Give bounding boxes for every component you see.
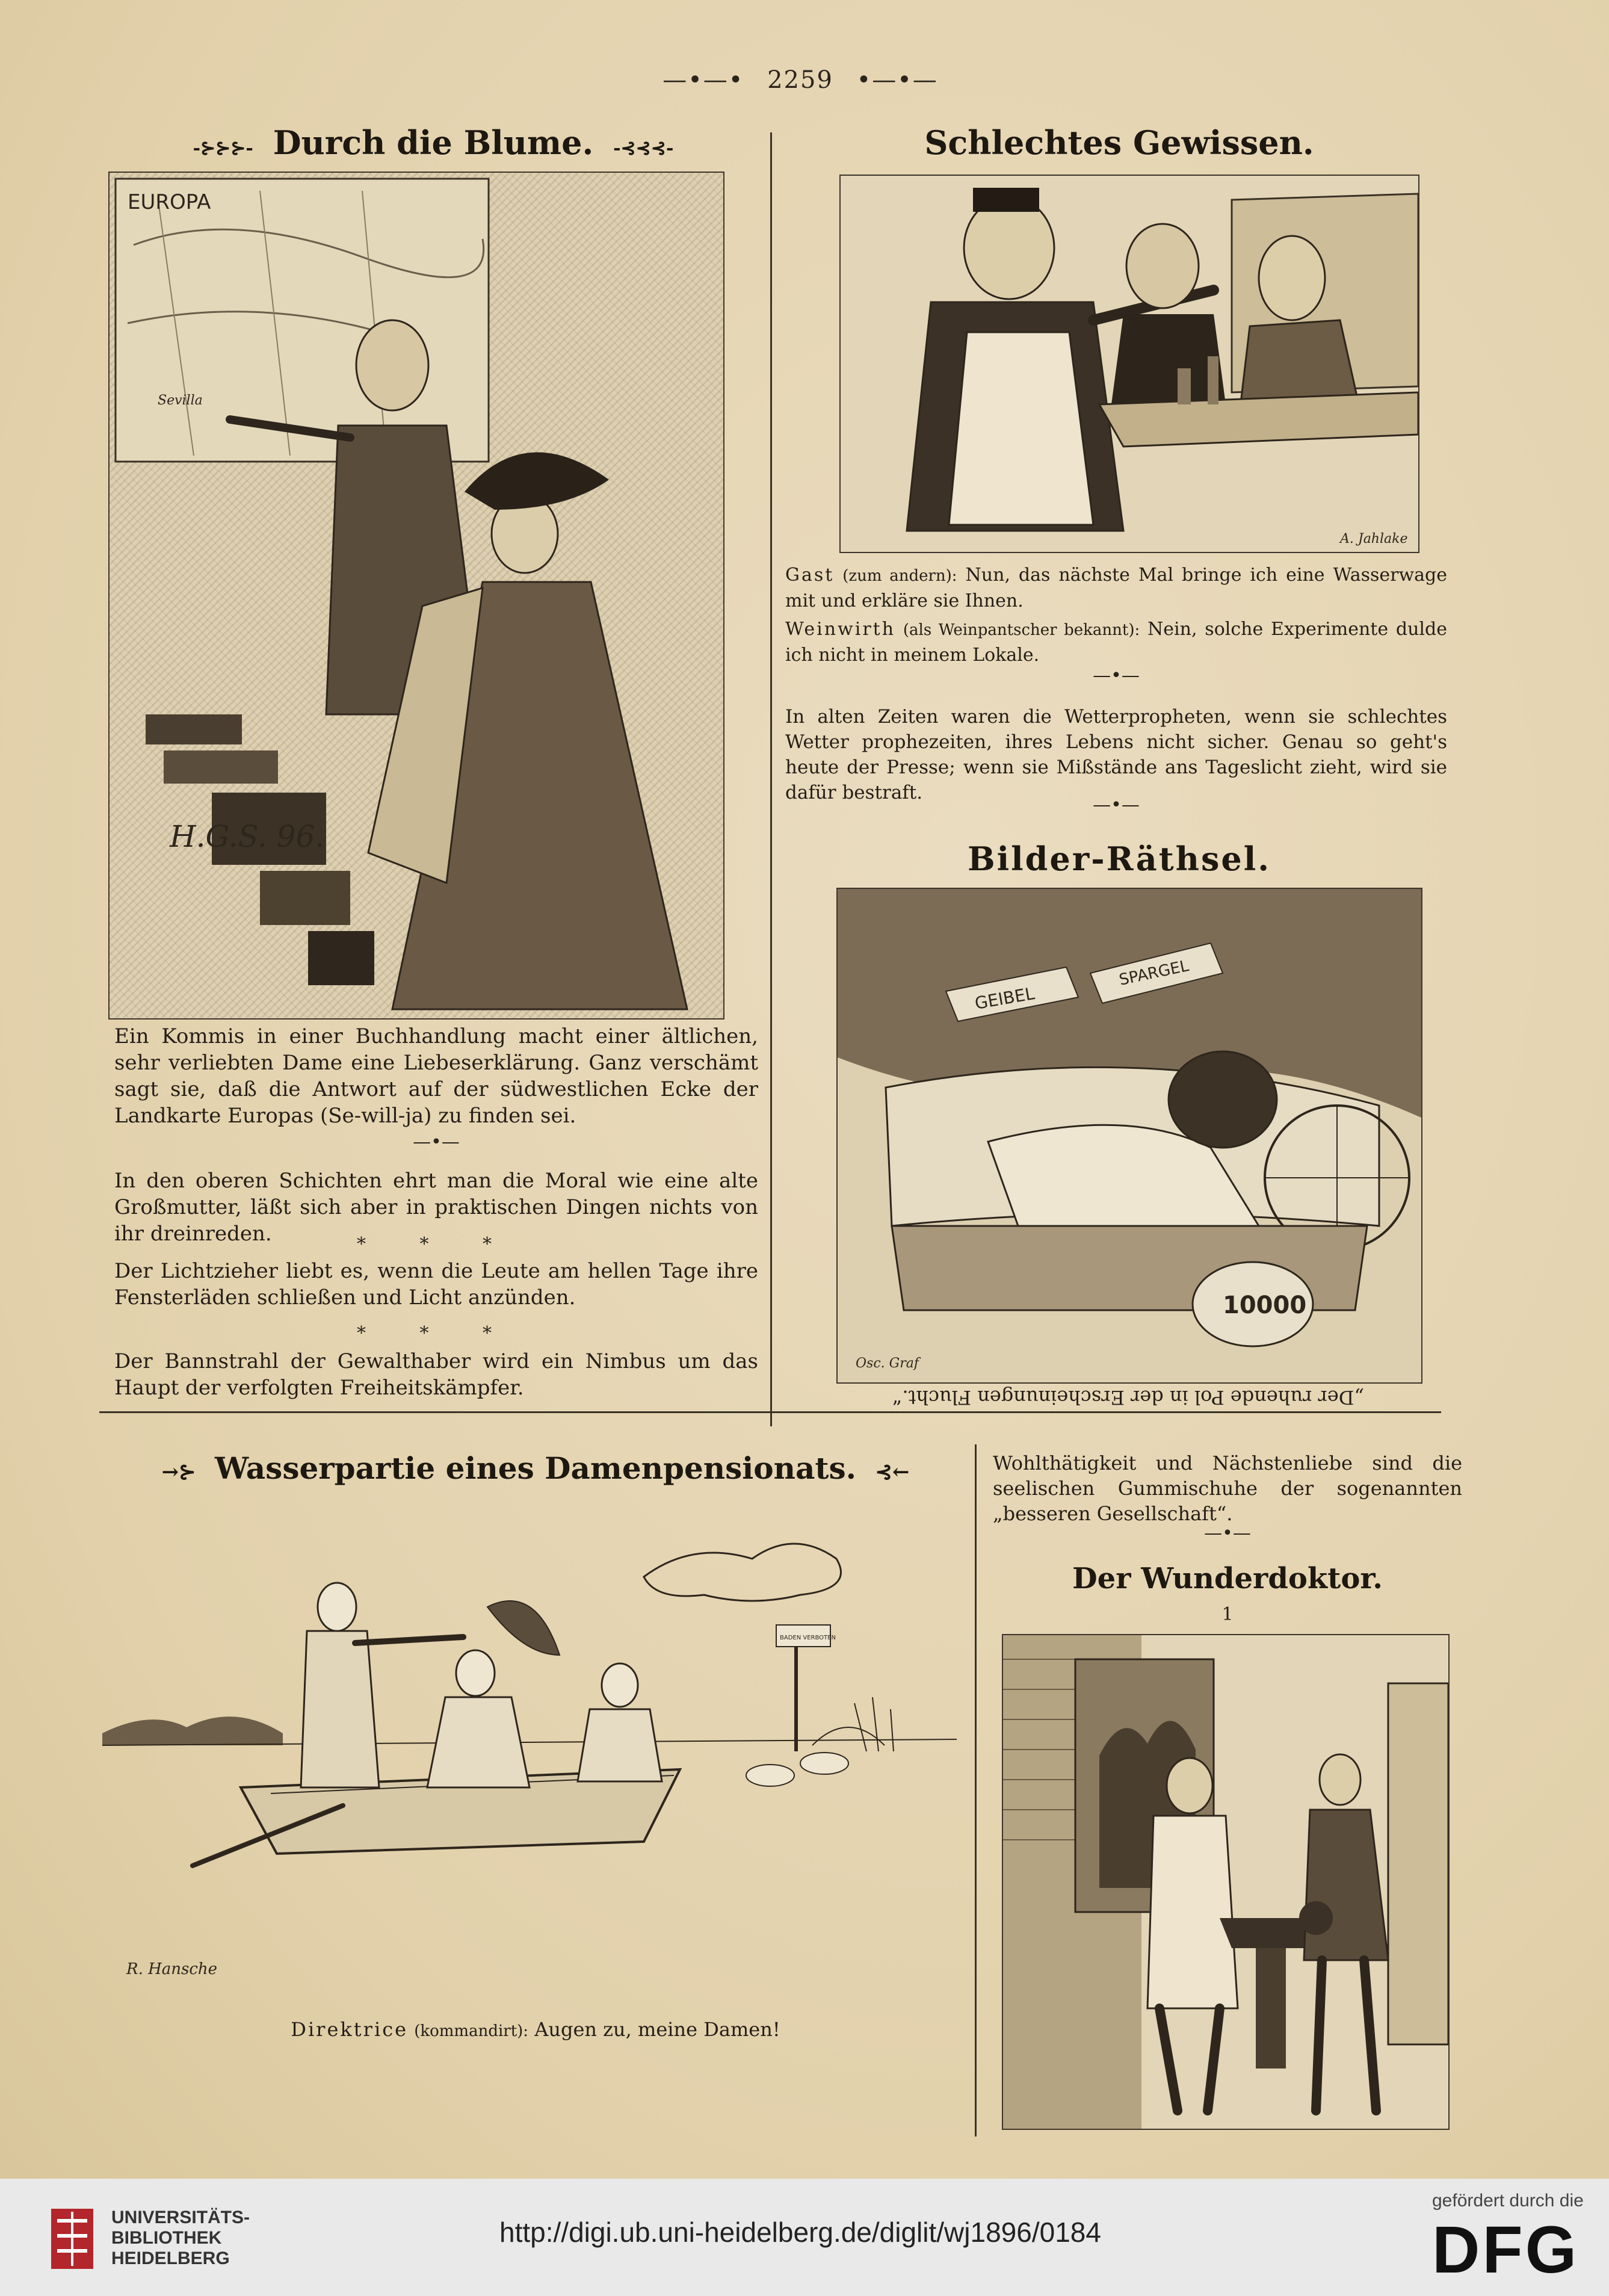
gewissen-signature: A. Jahlake: [1340, 531, 1408, 546]
aphorism-1: In den oberen Schichten ehrt man die Moral wie eine alte Großmutter, läßt sich aber in praktischen Dingen nichts von ihr dreinreden.: [114, 1169, 758, 1246]
tavern-scene-drawing: [841, 176, 1418, 552]
rebus-signature: Osc. Graf: [856, 1356, 919, 1371]
blume-title-deco-left: -⊱⊱⊱-: [193, 138, 253, 159]
blume-illustration: [108, 172, 724, 1020]
footer-bar: [0, 2179, 1609, 2296]
gewissen-paragraph: In alten Zeiten waren die Wetterpropheten, wenn sie schlechtes Wetter prophezeiten, ihres Lebens nicht sicher. Genau so geht's heute der Presse; wenn sie Mißstände ans Tageslicht zieht, wird sie dafür bestraft.: [785, 706, 1447, 803]
blume-caption: Ein Kommis in einer Buchhandlung macht einer ältlichen, sehr verliebten Dame eine Liebeserklärung. Ganz verschämt sagt sie, daß die Antwort auf der südwestlichen Ecke der Landkarte Europas (Se-will-ja) zu finden sei.: [114, 1024, 758, 1128]
page-number-line: [644, 66, 957, 94]
gewissen-illustration: [839, 175, 1419, 553]
wasserpartie-title-deco-right: ⊰←: [875, 1460, 910, 1484]
wohlthaetigkeit-text: Wohlthätigkeit und Nächstenliebe sind die seelischen Gummischuhe der sogenannten „besseren Gesellschaft“.: [993, 1452, 1462, 1525]
gewissen-divider-2: —•—: [1093, 794, 1140, 815]
gewissen-line-2: Nein, solche Experimente dulde ich nicht in meinem Lokale.: [785, 619, 1447, 666]
blume-title-line: [108, 123, 758, 162]
wohlthaetigkeit-divider: —•—: [1204, 1523, 1251, 1544]
gewissen-title: Schlechtes Gewissen.: [924, 123, 1314, 162]
wasserpartie-title: Wasserpartie eines Damenpensionats.: [214, 1450, 857, 1486]
wasserpartie-title-deco-left: →⊱: [161, 1460, 196, 1484]
boat-scene-drawing: [102, 1505, 957, 2004]
rebus-scene-drawing: [838, 889, 1421, 1382]
blume-title-deco-right: -⊰⊰⊰-: [613, 138, 674, 159]
rebus-banner-2: SPARGEL: [1117, 957, 1191, 989]
university-name: [111, 2208, 250, 2269]
gewissen-divider: —•—: [1093, 665, 1140, 686]
page-number-deco-left: —•—•: [662, 66, 744, 94]
gewissen-speaker-2-note: (als Weinpantscher bekannt):: [903, 621, 1140, 639]
university-name-line-1: UNIVERSITÄTS-: [111, 2208, 250, 2227]
university-name-line-3: HEIDELBERG: [111, 2248, 230, 2268]
map-label: EUROPA: [128, 190, 211, 214]
dfg-logo: DFG: [1432, 2213, 1580, 2287]
wasserpartie-caption-text: Augen zu, meine Damen!: [534, 2018, 780, 2041]
blume-title: Durch die Blume.: [273, 123, 594, 162]
wunderdoktor-title: Der Wunderdoktor.: [1072, 1562, 1383, 1595]
wasserpartie-caption-speaker: Direktrice: [291, 2018, 409, 2041]
blume-signature: H.G.S. 96.: [170, 819, 325, 854]
raethsel-illustration: [836, 888, 1422, 1384]
smithy-scene-drawing: [1003, 1635, 1448, 2129]
wasserpartie-title-line: [108, 1450, 963, 1486]
source-url-link[interactable]: http://digi.ub.uni-heidelberg.de/diglit/wj1896/0184: [499, 2217, 1101, 2248]
aphorism-stars-2: * * *: [356, 1323, 516, 1344]
aphorism-2: Der Lichtzieher liebt es, wenn die Leute am hellen Tage ihre Fensterläden schließen und Licht anzünden.: [114, 1259, 758, 1310]
gewissen-dialogue-2: [785, 617, 1447, 668]
gewissen-dialogue-1: [785, 563, 1447, 614]
university-logo: [45, 2203, 99, 2275]
university-name-line-2: BIBLIOTHEK: [111, 2228, 222, 2248]
university-seal-icon: [45, 2203, 99, 2275]
gewissen-speaker-1: Gast: [785, 565, 835, 586]
wunderdoktor-illustration: [1002, 1634, 1450, 2130]
raethsel-title: Bilder-Räthsel.: [967, 840, 1271, 878]
aphorism-3: Der Bannstrahl der Gewalthaber wird ein Nimbus um das Haupt der verfolgten Freiheitskämpfer.: [114, 1349, 758, 1400]
wasserpartie-illustration: [102, 1505, 957, 2004]
section-divider: [99, 1411, 1441, 1413]
page-number: 2259: [767, 66, 833, 94]
bathing-sign: BADEN VERBOTEN: [780, 1635, 836, 1641]
gewissen-speaker-1-note: (zum andern):: [842, 567, 957, 585]
wasserpartie-caption: [108, 2016, 963, 2044]
raethsel-caption-inverted: „Der ruhende Pol in der Erscheinungen Flucht.“: [892, 1386, 1364, 1409]
funded-by-text: gefördert durch die: [1432, 2191, 1584, 2211]
wasserpartie-caption-note: (kommandirt):: [414, 2022, 529, 2040]
aphorism-stars-1: * * *: [356, 1234, 516, 1255]
wunderdoktor-number: 1: [1221, 1604, 1234, 1625]
page-number-deco-right: •—•—: [856, 66, 938, 94]
rebus-bag-label: 10000: [1223, 1292, 1307, 1319]
column-divider-bottom: [975, 1444, 977, 2137]
bookshop-scene-drawing: [110, 173, 723, 1018]
column-divider-top: [770, 132, 772, 1426]
wasserpartie-signature: R. Hansche: [126, 1960, 218, 1978]
blume-divider: —•—: [413, 1131, 460, 1153]
map-place-label: Sevilla: [158, 393, 203, 408]
rebus-banner-1: GEIBEL: [973, 983, 1036, 1013]
gewissen-speaker-2: Weinwirth: [785, 619, 896, 640]
gewissen-line-1: Nun, das nächste Mal bringe ich eine Wasserwage mit und erkläre sie Ihnen.: [785, 565, 1448, 611]
